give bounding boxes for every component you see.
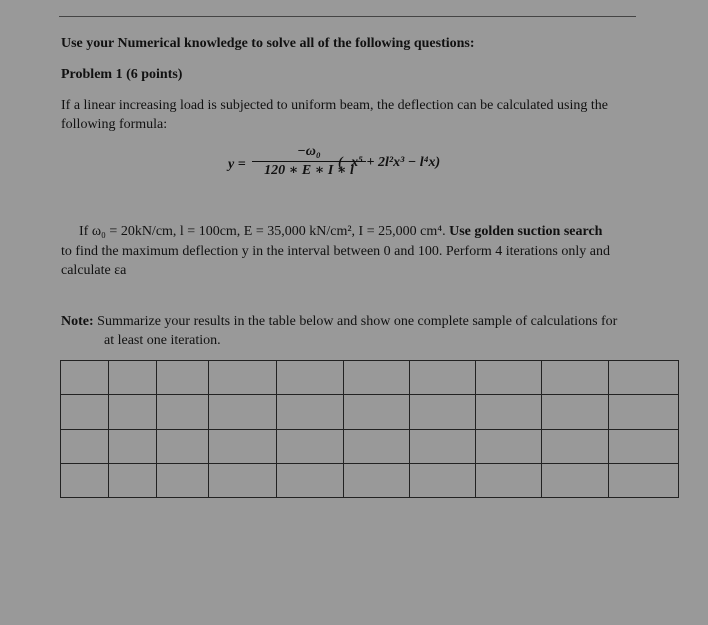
formula-polynomial: (−x⁵ + 2l²x³ − l⁴x) — [338, 155, 441, 170]
table-row — [61, 463, 679, 497]
table-cell[interactable] — [476, 429, 542, 463]
table-cell[interactable] — [157, 395, 209, 429]
table-cell[interactable] — [277, 429, 344, 463]
table-cell[interactable] — [61, 463, 109, 497]
table-cell[interactable] — [61, 395, 109, 429]
table-row — [61, 395, 679, 429]
table-cell[interactable] — [410, 429, 476, 463]
table-cell[interactable] — [209, 395, 277, 429]
table-cell[interactable] — [344, 463, 410, 497]
table-cell[interactable] — [542, 463, 609, 497]
note-label: Note: — [61, 314, 94, 329]
table-cell[interactable] — [344, 361, 410, 395]
table-cell[interactable] — [476, 361, 542, 395]
table-cell[interactable] — [157, 429, 209, 463]
table-cell[interactable] — [476, 463, 542, 497]
table-cell[interactable] — [476, 395, 542, 429]
table-cell[interactable] — [157, 361, 209, 395]
table-cell[interactable] — [109, 361, 157, 395]
table-cell[interactable] — [410, 463, 476, 497]
results-table[interactable] — [60, 360, 679, 498]
table-cell[interactable] — [209, 429, 277, 463]
table-row — [61, 361, 679, 395]
table-cell[interactable] — [209, 463, 277, 497]
table-cell[interactable] — [609, 395, 679, 429]
table-cell[interactable] — [157, 463, 209, 497]
table-cell[interactable] — [109, 429, 157, 463]
table-cell[interactable] — [344, 429, 410, 463]
formula-denominator: 120 ∗ E ∗ I ∗ l — [264, 163, 354, 178]
intro-line-2: following formula: — [61, 117, 168, 132]
table-cell[interactable] — [410, 395, 476, 429]
instructions-heading: Use your Numerical knowledge to solve all of the following questions: — [61, 36, 475, 51]
table-cell[interactable] — [61, 429, 109, 463]
note-line-2: at least one iteration. — [104, 333, 221, 348]
table-cell[interactable] — [109, 395, 157, 429]
table-cell[interactable] — [61, 361, 109, 395]
top-rule — [59, 16, 636, 17]
table-cell[interactable] — [542, 361, 609, 395]
table-cell[interactable] — [277, 361, 344, 395]
deflection-formula — [228, 143, 528, 183]
task-line-3: calculate εa — [61, 263, 127, 278]
formula-numerator: −ω₀ — [297, 144, 321, 159]
table-cell[interactable] — [277, 463, 344, 497]
table-cell[interactable] — [609, 463, 679, 497]
note-line-1 — [61, 313, 617, 331]
problem-title: Problem 1 (6 points) — [61, 67, 183, 82]
table-cell[interactable] — [410, 361, 476, 395]
formula-lhs: y = — [228, 157, 246, 172]
table-cell[interactable] — [344, 395, 410, 429]
intro-line-1: If a linear increasing load is subjected to uniform beam, the deflection can be calculated using the — [61, 98, 608, 113]
given-values-text: If ω₀ = 20kN/cm, l = 100cm, E = 35,000 kN/cm², I = 25,000 cm⁴. — [79, 224, 450, 239]
method-emphasis: Use golden suction search — [449, 224, 603, 239]
table-cell[interactable] — [109, 463, 157, 497]
task-line-2: to find the maximum deflection y in the interval between 0 and 100. Perform 4 iterations only and — [61, 244, 610, 259]
table-cell[interactable] — [609, 361, 679, 395]
note-text: Summarize your results in the table below and show one complete sample of calculations for — [93, 314, 618, 329]
table-cell[interactable] — [542, 429, 609, 463]
table-row — [61, 429, 679, 463]
table-cell[interactable] — [209, 361, 277, 395]
table-cell[interactable] — [277, 395, 344, 429]
given-values-line — [79, 223, 602, 241]
table-cell[interactable] — [609, 429, 679, 463]
table-cell[interactable] — [542, 395, 609, 429]
